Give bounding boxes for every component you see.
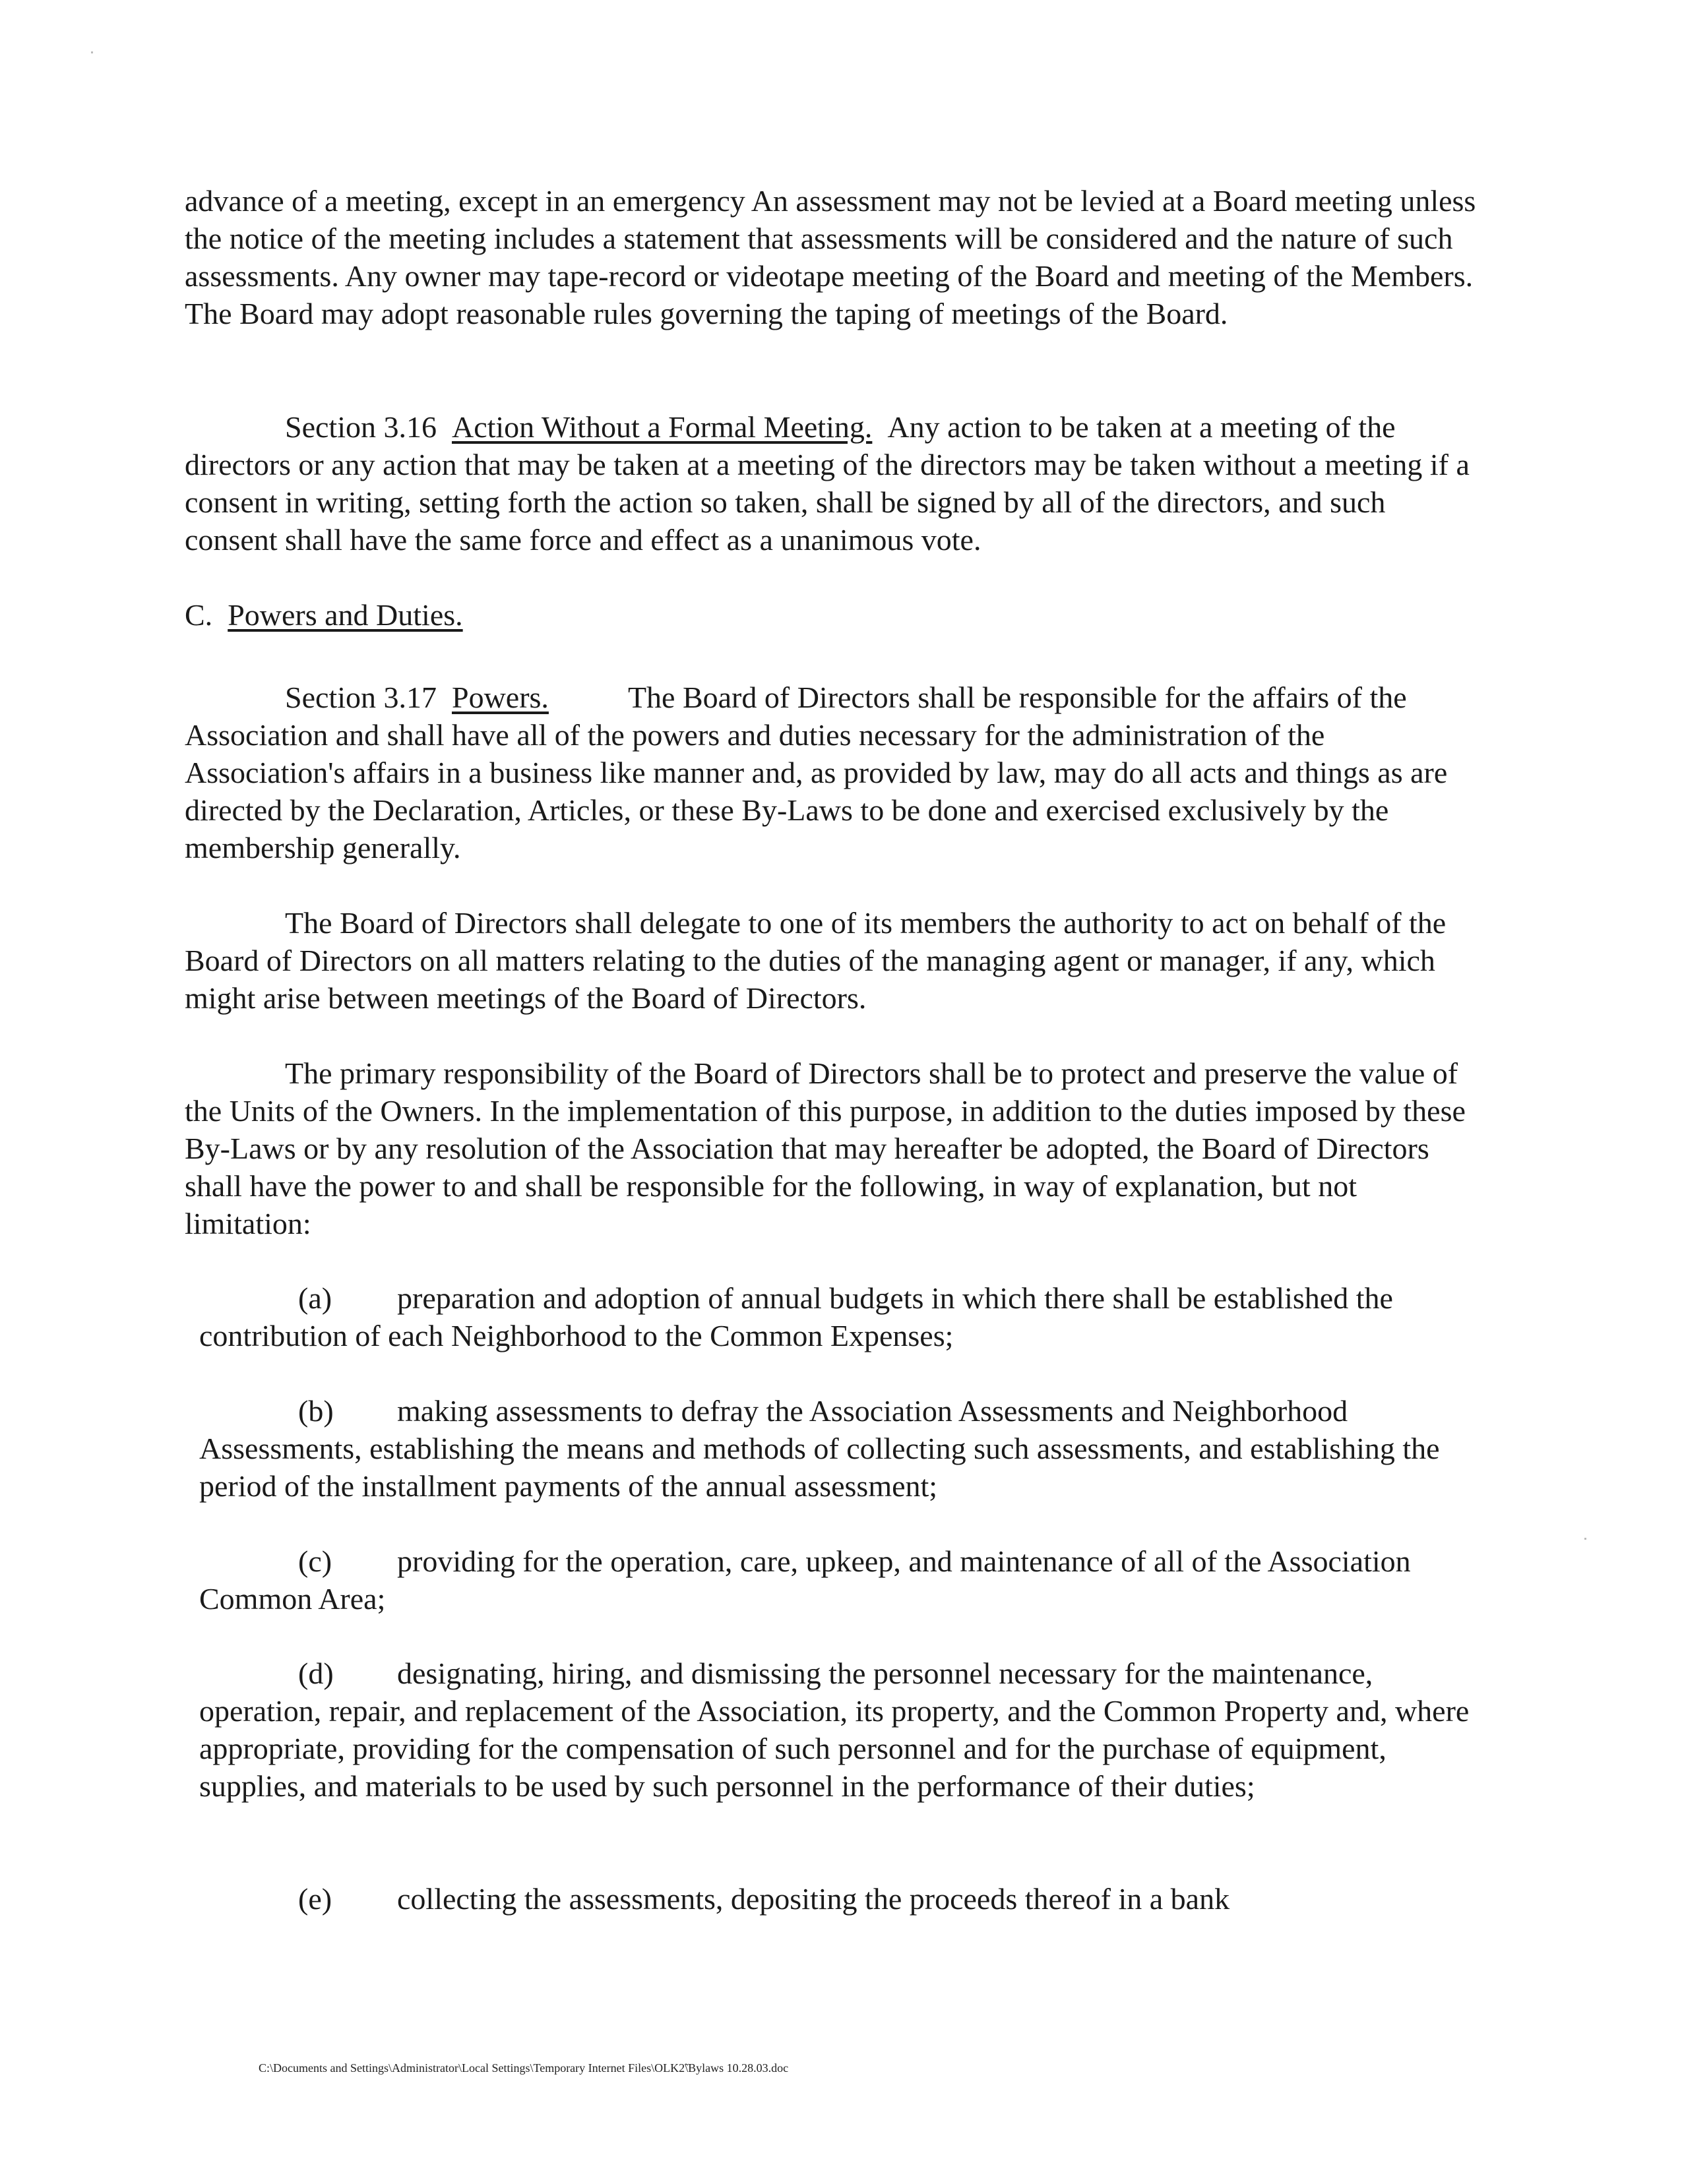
list-item-b-label: (b): [298, 1394, 334, 1428]
paragraph-delegate-authority: The Board of Directors shall delegate to one of its members the authority to act on behalf of the Board of Directors on all matters relating to the duties of the managing agent or manager, if any, which might arise between meetings of the Board of Directors.: [185, 906, 1447, 1015]
section-3-17: [185, 679, 1478, 866]
part-c-letter: C.: [185, 598, 213, 632]
list-item-c: [199, 1542, 1485, 1618]
list-item-a-label: (a): [298, 1281, 332, 1315]
scan-speck: [1584, 1538, 1586, 1540]
list-item-e-label: (e): [298, 1882, 332, 1916]
section-3-17-title: Powers.: [451, 681, 549, 714]
list-item-d-label: (d): [298, 1656, 334, 1690]
part-c-title: Powers and Duties.: [228, 598, 463, 632]
section-3-17-body: The Board of Directors shall be responsible for the affairs of the Association and shall have all of the powers and duties necessary for the administration of the Association's affairs in a business like manner and, as provided by law, may do all acts and things as are directed by the Declaration, Articles, or these By-Laws to be done and exercised exclusively by the membership generally.: [185, 681, 1448, 864]
section-3-16-body: Any action to be taken at a meeting of the directors or any action that may be taken at a meeting of the directors may be taken without a meeting if a consent in writing, setting forth the action so taken, shall be signed by all of the directors, and such consent shall have the same force and effect as a unanimous vote.: [185, 410, 1470, 557]
paragraph-primary-responsibility: The primary responsibility of the Board of Directors shall be to protect and preserve the value of the Units of the Owners. In the implementation of this purpose, in addition to the duties imposed by these By-Laws or by any resolution of the Association that may hereafter be adopted, the Board of Directors shall have the power to and shall be responsible for the following, in way of explanation, but not limitation:: [185, 1056, 1466, 1240]
list-item-d-text: designating, hiring, and dismissing the personnel necessary for the maintenance, operation, repair, and replacement of the Association, its property, and the Common Property and, where appropriate, providing for the compensation of such personnel and for the purchase of equipment, supplies, and materials to be used by such personnel in the performance of their duties;: [199, 1656, 1470, 1803]
section-3-16-title: Action Without a Formal Meeting.: [451, 410, 873, 444]
list-item-b: [199, 1392, 1485, 1505]
part-c-heading: [185, 596, 1478, 634]
list-item-e: [199, 1880, 1485, 1918]
section-3-16: [185, 408, 1478, 559]
list-item-a: [199, 1279, 1485, 1354]
list-item-e-text: collecting the assessments, depositing the proceeds thereof in a bank: [397, 1882, 1230, 1916]
section-3-17-number: Section 3.17: [285, 681, 437, 714]
section-3-16-number: Section 3.16: [285, 410, 437, 444]
scan-speck: [91, 51, 93, 53]
list-item-c-label: (c): [298, 1544, 332, 1578]
list-item-d: [199, 1654, 1485, 1805]
list-item-c-text: providing for the operation, care, upkeep, and maintenance of all of the Association Common Area;: [199, 1544, 1411, 1616]
list-item-b-text: making assessments to defray the Association Assessments and Neighborhood Assessments, establishing the means and methods of collecting such assessments, and establishing the period of the installment payments of the annual assessment;: [199, 1394, 1440, 1503]
list-item-a-text: preparation and adoption of annual budgets in which there shall be established the contribution of each Neighborhood to the Common Expenses;: [199, 1281, 1393, 1352]
footer-file-path: C:\Documents and Settings\Administrator\Local Settings\Temporary Internet Files\OLK2̃\Bylaws 10.28.03.doc: [259, 2061, 789, 2075]
paragraph-meeting-notice: advance of a meeting, except in an emergency An assessment may not be levied at a Board meeting unless the notice of the meeting includes a statement that assessments will be considered and the nature of such assessments. Any owner may tape-record or videotape meeting of the Board and meeting of the Members. The Board may adopt reasonable rules governing the taping of meetings of the Board.: [185, 184, 1476, 330]
